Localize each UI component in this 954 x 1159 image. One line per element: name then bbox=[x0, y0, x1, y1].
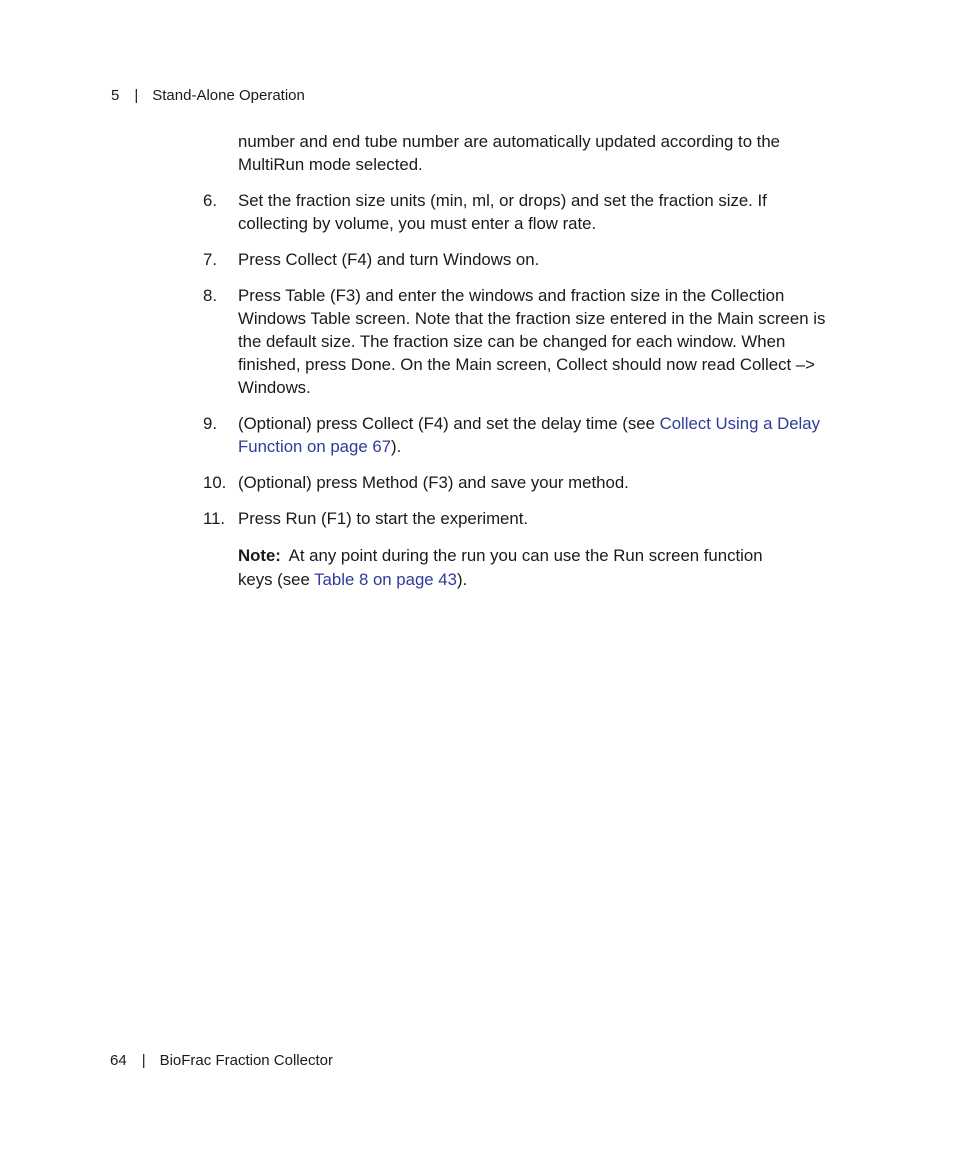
step-text: (Optional) press Method (F3) and save your method. bbox=[238, 473, 629, 492]
note-block bbox=[238, 544, 788, 592]
header-separator: | bbox=[134, 87, 139, 104]
step-9 bbox=[203, 412, 838, 458]
step-11 bbox=[203, 507, 838, 530]
page-number: 64 bbox=[110, 1052, 127, 1069]
note-label: Note: bbox=[238, 546, 281, 565]
note-text: At any point during the run you can use the Run screen function keys (see bbox=[238, 546, 763, 589]
step-number: 8. bbox=[203, 286, 217, 305]
step-number: 9. bbox=[203, 414, 217, 433]
step-text-end: ). bbox=[391, 437, 402, 456]
note-text-end: ). bbox=[456, 570, 468, 589]
step-text: Press Run (F1) to start the experiment. bbox=[238, 509, 529, 528]
chapter-title: Stand-Alone Operation bbox=[152, 87, 305, 104]
step-number: 10. bbox=[203, 473, 227, 492]
page-body bbox=[203, 130, 838, 592]
continuation-paragraph: number and end tube number are automatically updated according to the MultiRun mode selected. bbox=[238, 132, 781, 174]
step-number: 11. bbox=[203, 509, 226, 528]
step-10 bbox=[203, 471, 838, 494]
step-6 bbox=[203, 189, 838, 235]
chapter-number: 5 bbox=[111, 87, 120, 104]
step-number: 6. bbox=[203, 191, 217, 210]
step-text: (Optional) press Collect (F4) and set the delay time (see bbox=[238, 414, 660, 433]
running-footer bbox=[110, 1052, 333, 1070]
table-8-link[interactable]: Table 8 on page 43 bbox=[314, 570, 457, 589]
footer-separator: | bbox=[141, 1052, 146, 1069]
step-number: 7. bbox=[203, 250, 217, 269]
collect-delay-link[interactable]: Collect Using a Delay Function on page 67 bbox=[238, 414, 820, 456]
step-text: Press Collect (F4) and turn Windows on. bbox=[238, 250, 540, 269]
step-8 bbox=[203, 284, 838, 399]
step-7 bbox=[203, 248, 838, 271]
book-title: BioFrac Fraction Collector bbox=[159, 1052, 333, 1069]
running-header bbox=[111, 87, 305, 105]
step-text: Press Table (F3) and enter the windows and fraction size in the Collection Windows Table screen. Note that the fraction size entered in the Main screen is the default size. The fraction size can be changed for each window. When finished, press Done. On the Main screen, Collect should now read Collect –> Windows. bbox=[238, 286, 826, 397]
step-text: Set the fraction size units (min, ml, or drops) and set the fraction size. If collecting by volume, you must enter a flow rate. bbox=[238, 191, 767, 233]
